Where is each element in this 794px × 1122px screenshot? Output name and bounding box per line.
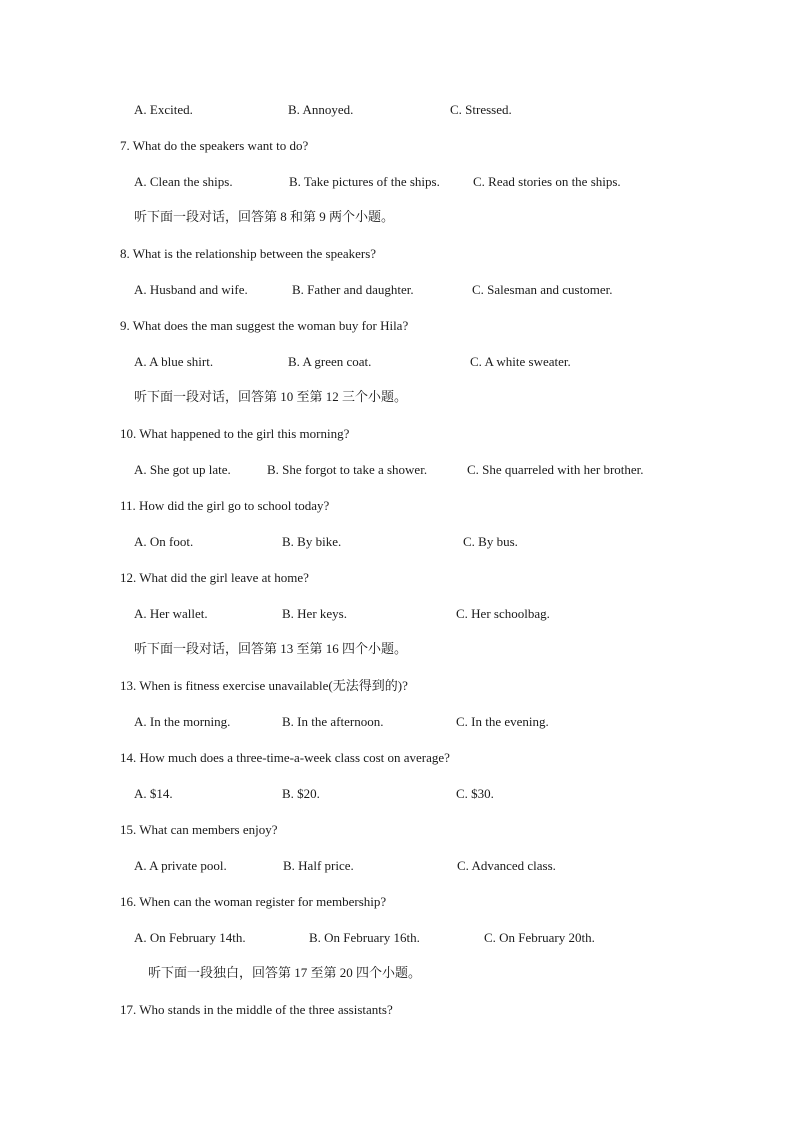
q8-question: 8. What is the relationship between the speakers? [120, 246, 377, 261]
q10-question: 10. What happened to the girl this morning? [120, 426, 350, 441]
q8-option-b: B. Father and daughter. [292, 282, 414, 297]
q12-question: 12. What did the girl leave at home? [120, 570, 309, 585]
q7-option-c: C. Read stories on the ships. [473, 174, 621, 189]
q16-option-a: A. On February 14th. [134, 930, 246, 945]
instruction-17-20: 听下面一段独白，回答第 17 至第 20 四个小题。 [148, 965, 422, 980]
q15-option-c: C. Advanced class. [457, 858, 556, 873]
q9-option-b: B. A green coat. [288, 354, 372, 369]
q9-option-a: A. A blue shirt. [134, 354, 214, 369]
q13-option-a: A. In the morning. [134, 714, 231, 729]
q16-question: 16. When can the woman register for membership? [120, 894, 387, 909]
q12-option-a: A. Her wallet. [134, 606, 208, 621]
q12-option-b: B. Her keys. [282, 606, 347, 621]
q8-option-a: A. Husband and wife. [134, 282, 248, 297]
instruction-10-12: 听下面一段对话，回答第 10 至第 12 三个小题。 [134, 389, 408, 404]
q6-option-b: B. Annoyed. [288, 102, 354, 117]
q15-question: 15. What can members enjoy? [120, 822, 278, 837]
q14-option-a: A. $14. [134, 786, 173, 801]
q7-option-a: A. Clean the ships. [134, 174, 233, 189]
instruction-13-16: 听下面一段对话，回答第 13 至第 16 四个小题。 [134, 641, 408, 656]
q14-question: 14. How much does a three-time-a-week class cost on average? [120, 750, 450, 765]
q10-option-b: B. She forgot to take a shower. [267, 462, 428, 477]
q9-option-c: C. A white sweater. [470, 354, 571, 369]
q13-question: 13. When is fitness exercise unavailable(无法得到的)? [120, 678, 408, 693]
q16-option-b: B. On February 16th. [309, 930, 420, 945]
q13-option-b: B. In the afternoon. [282, 714, 384, 729]
q13-option-c: C. In the evening. [456, 714, 549, 729]
q7-question: 7. What do the speakers want to do? [120, 138, 309, 153]
q9-question: 9. What does the man suggest the woman buy for Hila? [120, 318, 409, 333]
q6-option-a: A. Excited. [134, 102, 193, 117]
q11-option-a: A. On foot. [134, 534, 194, 549]
q10-option-c: C. She quarreled with her brother. [467, 462, 644, 477]
q14-option-b: B. $20. [282, 786, 320, 801]
q12-option-c: C. Her schoolbag. [456, 606, 550, 621]
instruction-8-9: 听下面一段对话，回答第 8 和第 9 两个小题。 [134, 209, 395, 224]
q14-option-c: C. $30. [456, 786, 494, 801]
q11-question: 11. How did the girl go to school today? [120, 498, 330, 513]
q6-option-c: C. Stressed. [450, 102, 512, 117]
q15-option-b: B. Half price. [283, 858, 354, 873]
q16-option-c: C. On February 20th. [484, 930, 595, 945]
q7-option-b: B. Take pictures of the ships. [289, 174, 440, 189]
q10-option-a: A. She got up late. [134, 462, 231, 477]
q8-option-c: C. Salesman and customer. [472, 282, 613, 297]
q17-question: 17. Who stands in the middle of the three assistants? [120, 1002, 393, 1017]
q11-option-b: B. By bike. [282, 534, 342, 549]
q11-option-c: C. By bus. [463, 534, 518, 549]
q15-option-a: A. A private pool. [134, 858, 227, 873]
